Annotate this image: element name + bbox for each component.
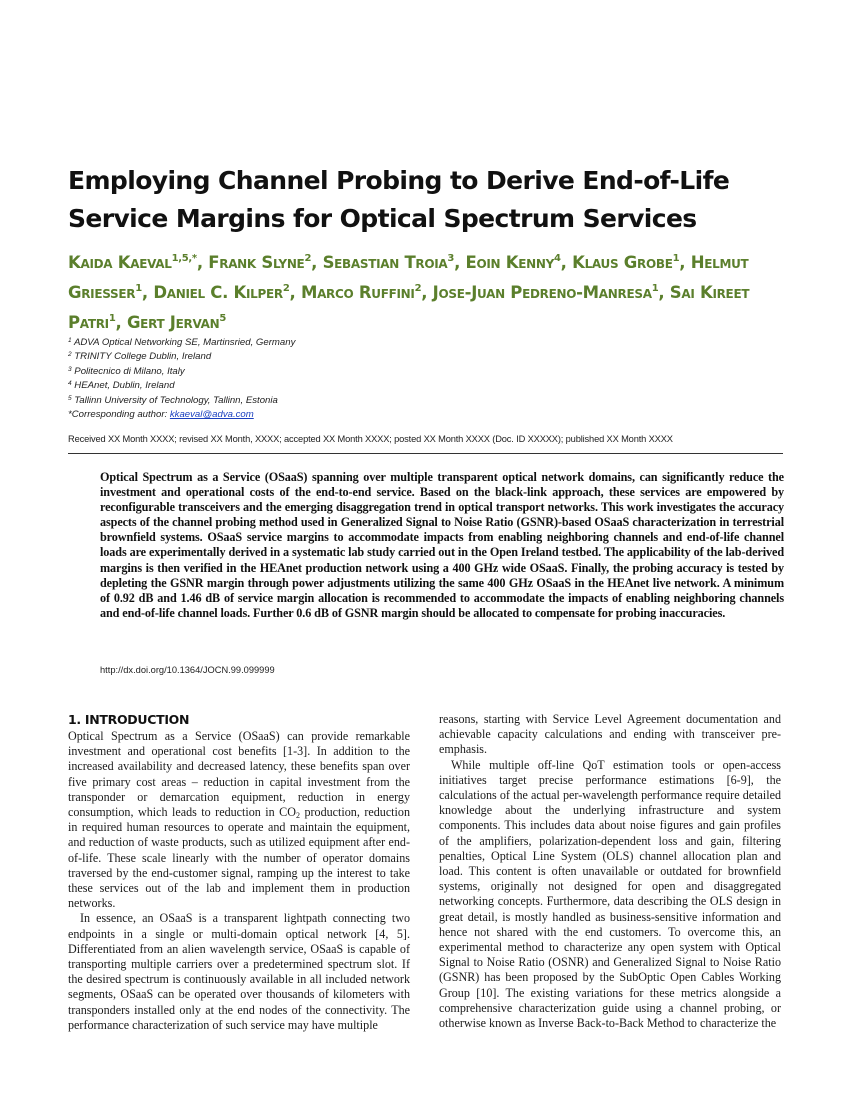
- affiliation: $^2$ TRINITY College Dublin, Ireland: [68, 351, 212, 363]
- author-name: Daniel C. Kilper: [153, 283, 283, 302]
- author-name: Jose-Juan Pedreno-Manresa: [432, 283, 652, 302]
- column-right: [439, 712, 781, 1031]
- author-affil-sup: 2: [414, 283, 422, 294]
- author-name: Kaida Kaeval: [68, 253, 172, 272]
- author-affil-sup: 1: [135, 283, 142, 294]
- section-heading: 1. INTRODUCTION: [68, 712, 190, 727]
- title-line-2: Service Margins for Optical Spectrum Services: [68, 204, 697, 233]
- author-affil-sup: 4: [553, 253, 561, 264]
- author-affil-sup: 1: [672, 253, 680, 264]
- affiliation: $^3$ Politecnico di Milano, Italy: [68, 365, 185, 377]
- title-line-1: Employing Channel Probing to Derive End-of-Life: [68, 166, 730, 195]
- paragraph: Optical Spectrum as a Service (OSaaS) can provide remarkable investment and operational cost benefits [1-3]. In addition to the increased availability and decreased latency, these benefits span over five primary cost areas – reduction in capital investment from the transponder or demarcation equipment, reduction in energy consumption, which leads to reduction in $CO_2$ production, reduction in required human resources to operate and maintain the equipment, and reduction of waste products, such as utilized equipment after end-of-life. These scale linearly with the number of operator domains traversed by the end-customer signal, ramping up the interest to take these services out of the lab and implement them in production networks.: [68, 729, 411, 911]
- doi-link[interactable]: http://dx.doi.org/10.1364/JOCN.99.099999: [100, 665, 275, 675]
- divider: [68, 453, 783, 454]
- author-name: Sai Kireet Patri: [68, 283, 750, 332]
- author-affil-sup: 2: [304, 253, 312, 264]
- corresponding-author: *Corresponding author: kkaeval@adva.com: [68, 409, 254, 421]
- author-name: Helmut Griesser: [68, 253, 749, 302]
- paragraph: While multiple off-line QoT estimation tools or open-access initiatives target precise performance estimations [6-9], the calculations of the actual per-wavelength performance require detailed knowledge about the underlying infrastructure and system components. This includes data about noise figures and gain profiles of the amplifiers, polarization-dependent loss and gain, filtering penalties, Optical Line System (OLS) channel allocation plan and load. This content is often unavailable or outdated for brownfield systems, originally not designed for open and disaggregated networking concepts. Furthermore, data describing the OLS design in great detail, is mostly handled as business-sensitive information and hence not shared with the end customers. To overcome this, an experimental method to characterize any open system with Optical Signal to Noise Ratio (OSNR) and Generalized Signal to Noise Ratio (GSNR) has been proposed by the SubOptic Open Cables Working Group [10]. The existing variations for these metrics alongside a comprehensive characterization guide using a channel probing, or otherwise known as Inverse Back-to-Back Method to characterize the: [439, 757, 781, 1031]
- affiliation: $^5$ Tallinn University of Technology, Tallinn, Estonia: [68, 394, 278, 406]
- paper-title: [68, 162, 788, 238]
- affiliation: $^1$ ADVA Optical Networking SE, Martinsried, Germany: [68, 337, 296, 348]
- abstract: Optical Spectrum as a Service (OSaaS) spanning over multiple transparent optical network domains, can significantly reduce the investment and operational costs of the end-to-end service. Based on the black-link approach, these services are empowered by reconfigurable transceivers and the emerging disaggregation trend in optical transport networks. This work investigates the accuracy aspects of the channel probing method used in Generalized Signal to Noise Ratio (GSNR)-based OSaaS characterization in terrestrial brownfield systems. OSaaS service margins to accommodate impacts from enabling neighboring channels and end-of-life channel loads are experimentally derived in a systematic lab study carried out in the Open Ireland testbed. The applicability of the lab-derived margins is then verified in the HEAnet production network using a 400 GHz wide OSaaS. Finally, the probing accuracy is tested by depleting the GSNR margin through power adjustments utilizing the same 400 GHz OSaaS in the HEAnet live network. A minimum of 0.92 dB and 1.46 dB of service margin allocation is recommended to accommodate the impacts of enabling neighboring channels and end-of-life channel loads. Further 0.6 dB of GSNR margin should be allocated to compensate for probing inaccuracies.: [100, 470, 784, 620]
- author-name: Klaus Grobe: [572, 253, 673, 272]
- author-affil-sup: 1: [651, 283, 659, 294]
- author-affil-sup: 1: [108, 313, 116, 324]
- column-left: [68, 712, 410, 1033]
- affiliation: $^4$ HEAnet, Dublin, Ireland: [68, 380, 175, 392]
- author-name: Eoin Kenny: [465, 253, 554, 272]
- author-affil-sup: 5: [219, 313, 227, 324]
- affiliations: [68, 336, 468, 422]
- received-dates: Received XX Month XXXX; revised XX Month, XXXX; accepted XX Month XXXX; posted XX Month XXXX (Doc. ID XXXXX); published XX Month XXXX: [68, 434, 673, 444]
- author-name: Sebastian Troia: [322, 253, 448, 272]
- author-name: Frank Slyne: [208, 253, 305, 272]
- author-name: Gert Jervan: [126, 313, 220, 332]
- author-name: Marco Ruffini: [300, 283, 415, 302]
- author-affil-sup: 3: [447, 253, 455, 264]
- author-affil-sup: 2: [282, 283, 290, 294]
- paragraph: In essence, an OSaaS is a transparent lightpath connecting two endpoints in a single or multi-domain optical network [4, 5]. Differentiated from an alien wavelength service, OSaaS is capable of transporting multiple carriers over a predetermined spectrum slot. If the desired spectrum is continuously available in all included network segments, OSaaS can be operated over thousands of kilometers with transponders installed only at the end nodes of the connectivity. The performance characterization of such service may have multiple: [68, 911, 410, 1032]
- corresponding-email-link[interactable]: kkaeval@adva.com: [169, 409, 254, 421]
- author-list: Kaida Kaeval$^{1,5,*}$, Frank Slyne$^2$, Sebastian Troia$^3$, Eoin Kenny$^4$, Klaus Grobe$^1$, Helmut Griesser$^1$, Daniel C. Kilper$^2$, Marco Ruffini$^2$, Jose-Juan Pedreno-Manresa$^1$, Sai Kireet Patri$^1$, Gert Jervan$^5$: [68, 253, 750, 332]
- author-affil-sup: 1,5,*: [171, 253, 197, 264]
- paragraph: reasons, starting with Service Level Agreement documentation and achievable capacity calculations and ending with transceiver pre-emphasis.: [439, 712, 781, 757]
